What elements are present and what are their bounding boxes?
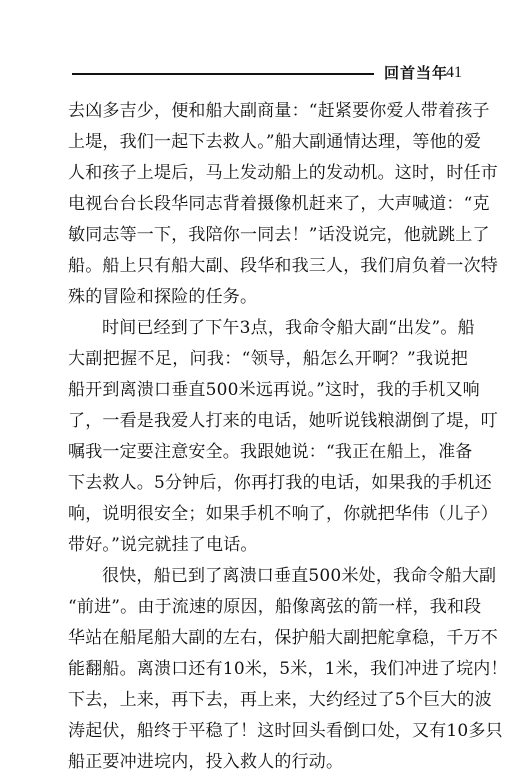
paragraph-start-line: 很快，船已到了离溃口垂直500米处，我命令船大副 (102, 566, 497, 586)
text-line: 船。船上只有船大副、段华和我三人，我们肩负着一次特 (68, 256, 498, 276)
text-line: 下去救人。5分钟后，你再打我的电话，如果我的手机还 (68, 473, 492, 493)
text-line: “前进”。由于流速的原因，船像离弦的箭一样，我和段 (68, 597, 482, 617)
text-line: 响，说明很安全；如果手机不响了，你就把华伟（儿子） (68, 504, 498, 524)
text-line: 带好。”说完就挂了电话。 (68, 535, 258, 555)
text-line: 人和孩子上堤后，马上发动船上的发动机。这时，时任市 (68, 163, 498, 183)
text-line: 敏同志等一下，我陪你一同去！”话没说完，他就跳上了 (68, 225, 490, 245)
text-line: 华站在船尾船大副的左右，保护船大副把舵拿稳，千万不 (68, 628, 498, 648)
body-text (68, 96, 508, 778)
text-line: 了，一看是我爱人打来的电话，她听说钱粮湖倒了堤，叮 (68, 411, 498, 431)
header-title: 回首当年 (384, 64, 449, 82)
text-line: 涛起伏，船终于平稳了！这时回头看倒口处，又有10多只 (68, 721, 503, 741)
text-line: 上堤，我们一起下去救人。”船大副通情达理，等他的爱 (68, 132, 482, 152)
paragraph-start-line: 时间已经到了下午3点，我命令船大副“出发”。船 (102, 318, 475, 338)
text-line: 殊的冒险和探险的任务。 (68, 287, 258, 307)
text-line: 船正要冲进垸内，投入救人的行动。 (68, 752, 344, 772)
text-line: 下去，上来，再下去，再上来，大约经过了5个巨大的波 (68, 690, 492, 710)
text-line: 嘱我一定要注意安全。我跟她说：“我正在船上，准备 (68, 442, 473, 462)
text-line: 去凶多吉少，便和船大副商量：“赶紧要你爱人带着孩子 (68, 101, 490, 121)
header-rule (72, 73, 374, 75)
text-line: 能翻船。离溃口还有10米，5米，1米，我们冲进了垸内！ (68, 659, 508, 679)
text-line: 大副把握不足，问我：“领导，船怎么开啊？”我说把 (68, 349, 468, 369)
page-number: 41 (446, 64, 462, 81)
text-line: 船开到离溃口垂直500米远再说。”这时，我的手机又响 (68, 380, 480, 400)
running-header (72, 62, 462, 86)
text-line: 电视台台长段华同志背着摄像机赶来了，大声喊道：“克 (68, 194, 490, 214)
